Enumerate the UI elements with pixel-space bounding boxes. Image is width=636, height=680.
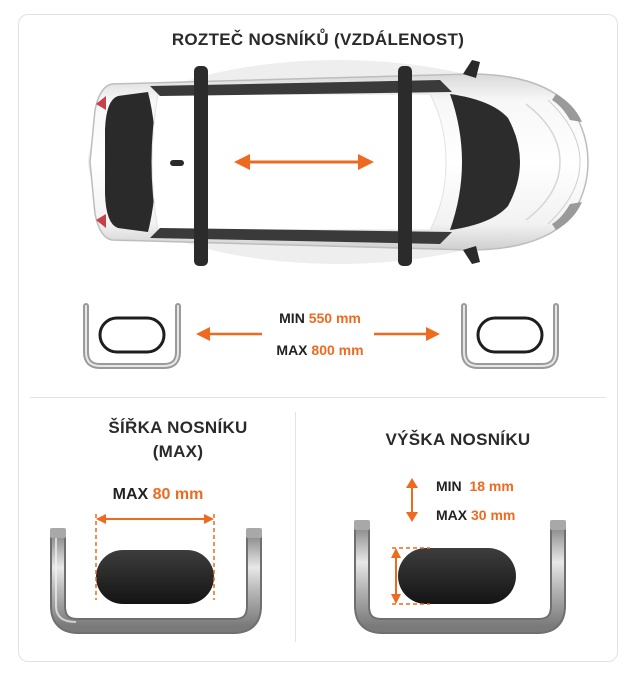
spacing-min-label: MIN xyxy=(279,310,305,326)
spacing-title: ROZTEČ NOSNÍKŮ (VZDÁLENOST) xyxy=(171,30,465,49)
spacing-max-value: 800 mm xyxy=(311,342,364,358)
height-title: VÝŠKA NOSNÍKU xyxy=(385,430,531,449)
width-title-line1: ŠÍŘKA NOSNÍKU xyxy=(108,418,248,437)
height-max-label: MAX xyxy=(436,507,468,523)
height-max-value: 30 mm xyxy=(471,507,516,523)
height-bar-profile xyxy=(398,548,516,604)
width-title-line2: (MAX) xyxy=(152,442,204,461)
width-max-value: 80 mm xyxy=(152,486,204,503)
spacing-min-value: 550 mm xyxy=(308,310,361,326)
spacing-max-label: MAX xyxy=(276,342,308,358)
height-min-value: 18 mm xyxy=(469,478,514,494)
height-min-label: MIN xyxy=(436,478,462,494)
width-max-label: MAX xyxy=(112,486,149,503)
